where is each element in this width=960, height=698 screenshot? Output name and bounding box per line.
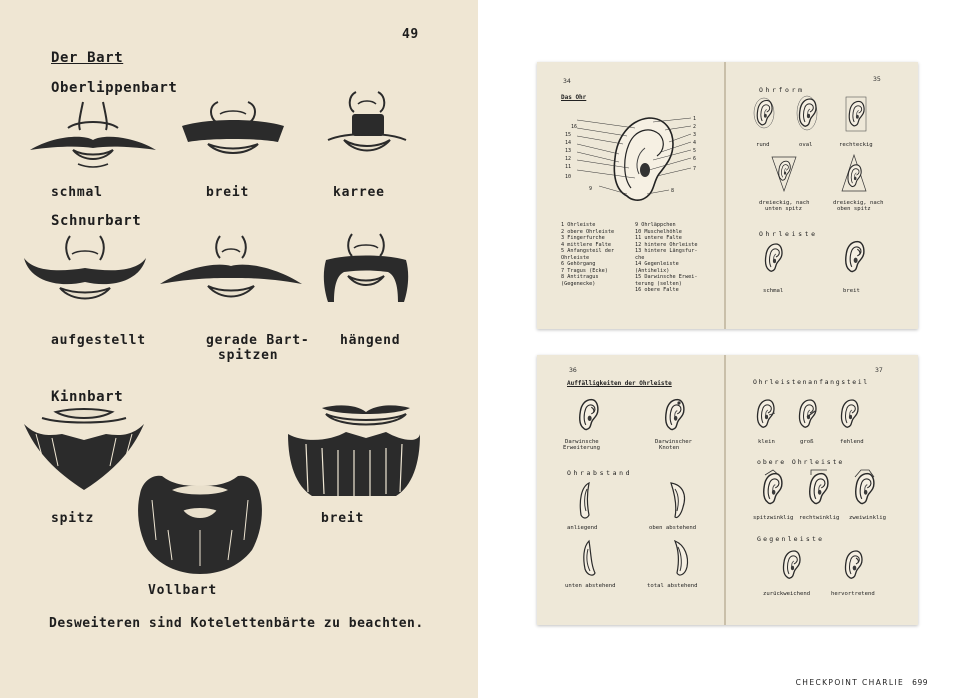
legend-item: 12 hintere Ohrleiste (635, 241, 698, 248)
legend-item: 3 Fingerfurche (561, 235, 605, 241)
heading-ohrleiste: Ohrleiste (759, 230, 818, 238)
caption-gerade-line1: gerade Bart- (206, 333, 310, 348)
page-number-34: 34 (563, 77, 571, 85)
caption-breit-kinn: breit (321, 511, 365, 526)
booklet-spine (724, 62, 726, 329)
ear-triangle-up-illustration (841, 154, 867, 192)
ear-label-3: 3 (693, 132, 697, 138)
caption-dreieckig-oben-line2: oben spitz (837, 206, 871, 212)
page-title: Der Bart (51, 50, 124, 66)
caption-total-abstehend: total abstehend (647, 583, 698, 589)
ear-label-11: 11 (565, 164, 572, 170)
ear-label-10: 10 (565, 174, 572, 180)
caption-gerade-line2: spitzen (218, 348, 279, 363)
caption-karree: karree (333, 185, 385, 200)
footer-label: CHECKPOINT CHARLIE (795, 678, 905, 687)
caption-oben-abstehend: oben abstehend (649, 525, 697, 531)
caption-schmal-ohrleiste: schmal (763, 288, 784, 294)
legend-item: 11 untere Falte (635, 235, 682, 241)
caption-unten-abstehend: unten abstehend (565, 583, 616, 589)
caption-klein: klein (758, 439, 775, 445)
legend-item: 9 Ohrläppchen (635, 222, 676, 228)
page-title-auffaelligkeiten: Auffälligkeiten der Ohrleiste (567, 380, 672, 387)
caption-dreieckig-unten-line2: unten spitz (765, 206, 803, 212)
caption-rechteckig: rechteckig (839, 142, 873, 148)
legend-item: terung (selten) (635, 280, 682, 287)
caption-anliegend: anliegend (567, 525, 598, 531)
ear-label-13: 13 (565, 148, 572, 154)
caption-spitzwinklig: spitzwinklig (753, 515, 794, 521)
legend-item: 1 Ohrleiste (561, 222, 596, 228)
ear-label-7: 7 (693, 166, 697, 172)
caption-dreieckig-oben-line1: dreieckig, nach (833, 200, 884, 206)
ear-label-8: 8 (671, 188, 675, 194)
caption-rechtwinklig: rechtwinklig (799, 515, 840, 521)
caption-zurueckweichend: zurückweichend (763, 591, 811, 597)
legend-item: 10 Muschelhöhle (635, 228, 682, 235)
ear-rechtwinklig-illustration (807, 469, 829, 507)
caption-dreieckig-unten-line1: dreieckig, nach (759, 200, 810, 206)
ear-label-16: 16 (571, 124, 578, 130)
ear-wide-helix-illustration (843, 240, 865, 274)
booklet-top-spread (537, 62, 918, 329)
ear-darwin-extension-illustration (577, 397, 599, 433)
caption-hervortretend: hervortretend (831, 591, 875, 597)
heading-ohrform: Ohrform (759, 86, 805, 94)
ear-legend-column-1 (561, 222, 614, 287)
legend-item: 7 Tragus (Ecke) (561, 267, 608, 274)
beard-breit-illustration (286, 404, 422, 500)
ear-rectangular-illustration (845, 96, 867, 132)
legend-item: 14 Gegenleiste (635, 261, 679, 267)
mustache-karree-illustration (322, 88, 412, 160)
ear-anfang-fehlend-illustration (839, 397, 859, 431)
page-footer (796, 678, 928, 687)
ear-label-4: 4 (693, 140, 697, 146)
caption-vollbart: Vollbart (148, 583, 218, 598)
caption-haengend: hängend (340, 333, 401, 348)
page-number: 49 (402, 27, 419, 42)
ear-spitzwinklig-illustration (761, 469, 783, 507)
ear-label-12: 12 (565, 156, 572, 162)
ear-zweiwinklig-illustration (853, 469, 875, 507)
legend-item: 8 Antitragus (561, 274, 599, 280)
caption-aufgestellt: aufgestellt (51, 333, 146, 348)
booklet-spine (724, 355, 726, 625)
heading-ohrleistenanfangsteil: Ohrleistenanfangsteil (753, 378, 869, 386)
document-page-beards (0, 0, 478, 698)
ear-darwin-knot-illustration (663, 397, 685, 433)
legend-item: Ohrleiste (561, 254, 590, 261)
ear-legend-column-2 (635, 222, 697, 294)
caption-oval: oval (799, 142, 813, 148)
ear-bottom-protruding-illustration (577, 539, 599, 579)
mustache-gerade-illustration (158, 232, 304, 304)
mustache-haengend-illustration (318, 230, 414, 306)
caption-breit-ohrleiste: breit (843, 288, 860, 294)
caption-breit: breit (206, 185, 250, 200)
ear-label-2: 2 (693, 124, 697, 130)
ear-anfang-gross-illustration (797, 397, 817, 431)
legend-item: 6 Gehörgang (561, 261, 596, 267)
beard-vollbart-illustration (132, 470, 268, 574)
ear-flat-illustration (575, 481, 595, 521)
caption-gross: groß (800, 439, 814, 445)
caption-darwin-extension-line2: Erweiterung (563, 445, 601, 451)
caption-darwin-knot-line2: Knoten (659, 445, 680, 451)
section-schnurbart: Schnurbart (51, 213, 142, 229)
legend-item: 13 hintere Längsfur- (635, 248, 698, 254)
ear-total-protruding-illustration (669, 539, 691, 579)
ear-anfang-klein-illustration (755, 397, 775, 431)
ear-label-5: 5 (693, 148, 697, 154)
caption-rund: rund (756, 142, 770, 148)
legend-item: 5 Anfangsteil der (561, 248, 615, 254)
caption-spitz: spitz (51, 511, 95, 526)
legend-item: 15 Darwinsche Erwei- (635, 274, 698, 280)
heading-obere-ohrleiste: obere Ohrleiste (757, 458, 845, 466)
page-number-37: 37 (875, 366, 883, 374)
ear-gegenleiste-zurueck-illustration (781, 547, 801, 583)
heading-ohrabstand: Ohrabstand (567, 469, 633, 477)
ear-top-protruding-illustration (667, 481, 689, 521)
legend-item: (Antihelix) (635, 267, 670, 274)
beard-spitz-illustration (22, 406, 146, 492)
ear-label-9: 9 (589, 186, 593, 192)
ear-gegenleiste-hervor-illustration (843, 547, 863, 583)
footer-page-number: 699 (912, 678, 928, 687)
legend-item: 4 mittlere Falte (561, 241, 611, 248)
section-oberlippenbart: Oberlippenbart (51, 80, 178, 96)
page-number-35: 35 (873, 75, 881, 83)
caption-schmal: schmal (51, 185, 103, 200)
caption-fehlend: fehlend (840, 439, 864, 445)
mustache-schmal-illustration (28, 98, 158, 170)
legend-item: 2 obere Ohrleiste (561, 228, 615, 235)
page-number-36: 36 (569, 366, 577, 374)
caption-zweiwinklig: zweiwinklig (849, 515, 887, 521)
section-kinnbart: Kinnbart (51, 389, 124, 405)
booklet-bottom-spread (537, 355, 918, 625)
ear-triangle-down-illustration (771, 156, 797, 192)
page-footnote: Desweiteren sind Kotelettenbärte zu beachten. (49, 616, 424, 631)
heading-gegenleiste: Gegenleiste (757, 535, 825, 543)
caption-darwin-extension-line1: Darwinsche (565, 439, 599, 445)
page-title-das-ohr: Das Ohr (561, 94, 587, 101)
legend-item: che (635, 254, 645, 261)
ear-label-6: 6 (693, 156, 697, 162)
legend-item: 16 obere Falte (635, 287, 679, 293)
ear-oval-illustration (795, 94, 819, 132)
ear-label-1: 1 (693, 116, 697, 122)
mustache-aufgestellt-illustration (20, 232, 150, 312)
legend-item: (Gegenecke) (561, 280, 596, 287)
ear-round-illustration (753, 96, 775, 130)
mustache-breit-illustration (178, 96, 288, 162)
caption-darwin-knot-line1: Darwinscher (655, 439, 693, 445)
ear-narrow-helix-illustration (763, 242, 783, 274)
ear-label-14: 14 (565, 140, 572, 146)
ear-label-15: 15 (565, 132, 572, 138)
